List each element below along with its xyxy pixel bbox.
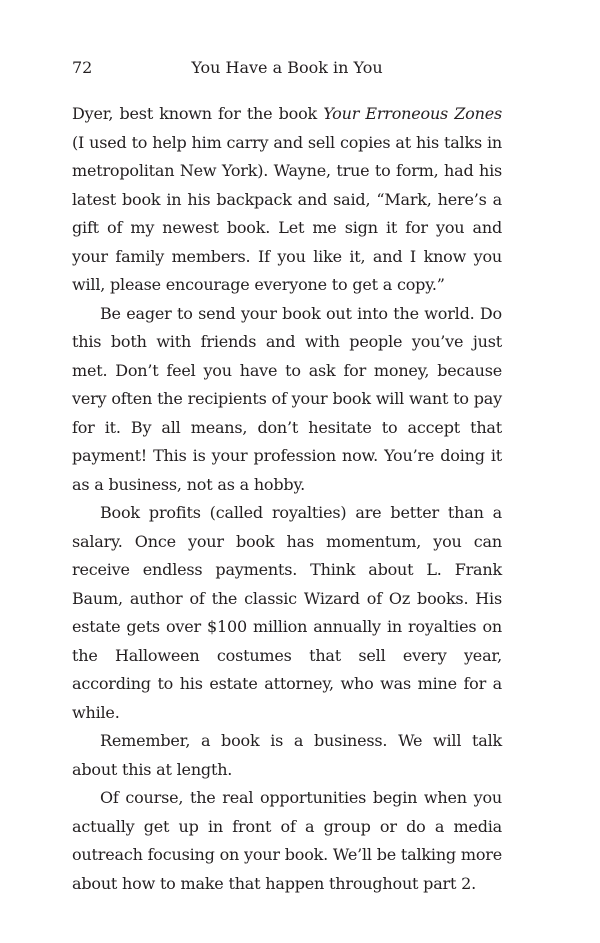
paragraph-1	[72, 100, 502, 300]
paragraph-4: Remember, a book is a business. We will talk about this at length.	[72, 731, 502, 779]
running-head	[72, 55, 502, 81]
paragraph-1-text-end: (I used to help him carry and sell copies at his talks in metropolitan New York). Wayne, true to form, had his latest book in his backpack and said, “Mark, here’s a gift of my newest book. Let me sign it for you and your family members. If you like it, and I know you will, please encourage everyone to get a copy.”	[72, 132, 502, 294]
book-title-italic: Your Erroneous Zones	[323, 104, 502, 123]
paragraph-5: Of course, the real opportunities begin when you actually get up in front of a group or do a media outreach focusing on your book. We’ll be talking more about how to make that happen throughout part 2.	[72, 788, 502, 893]
running-head-title: You Have a Book in You	[191, 58, 383, 77]
body-text	[72, 100, 502, 898]
page-number: 72	[72, 58, 93, 77]
paragraph-1-text-start: Dyer, best known for the book	[72, 104, 324, 123]
paragraph-3: Book profits (called royalties) are better than a salary. Once your book has momentum, you can receive endless payments. Think about L. Frank Baum, author of the classic Wizard of Oz books. His estate gets over $100 million annually in royalties on the Halloween costumes that sell every year, according to his estate attorney, who was mine for a while.	[72, 503, 502, 722]
paragraph-2: Be eager to send your book out into the world. Do this both with friends and with people you’ve just met. Don’t feel you have to ask for money, because very often the recipients of your book will want to pay for it. By all means, don’t hesitate to accept that payment! This is your profession now. You’re doing it as a business, not as a hobby.	[72, 303, 502, 494]
